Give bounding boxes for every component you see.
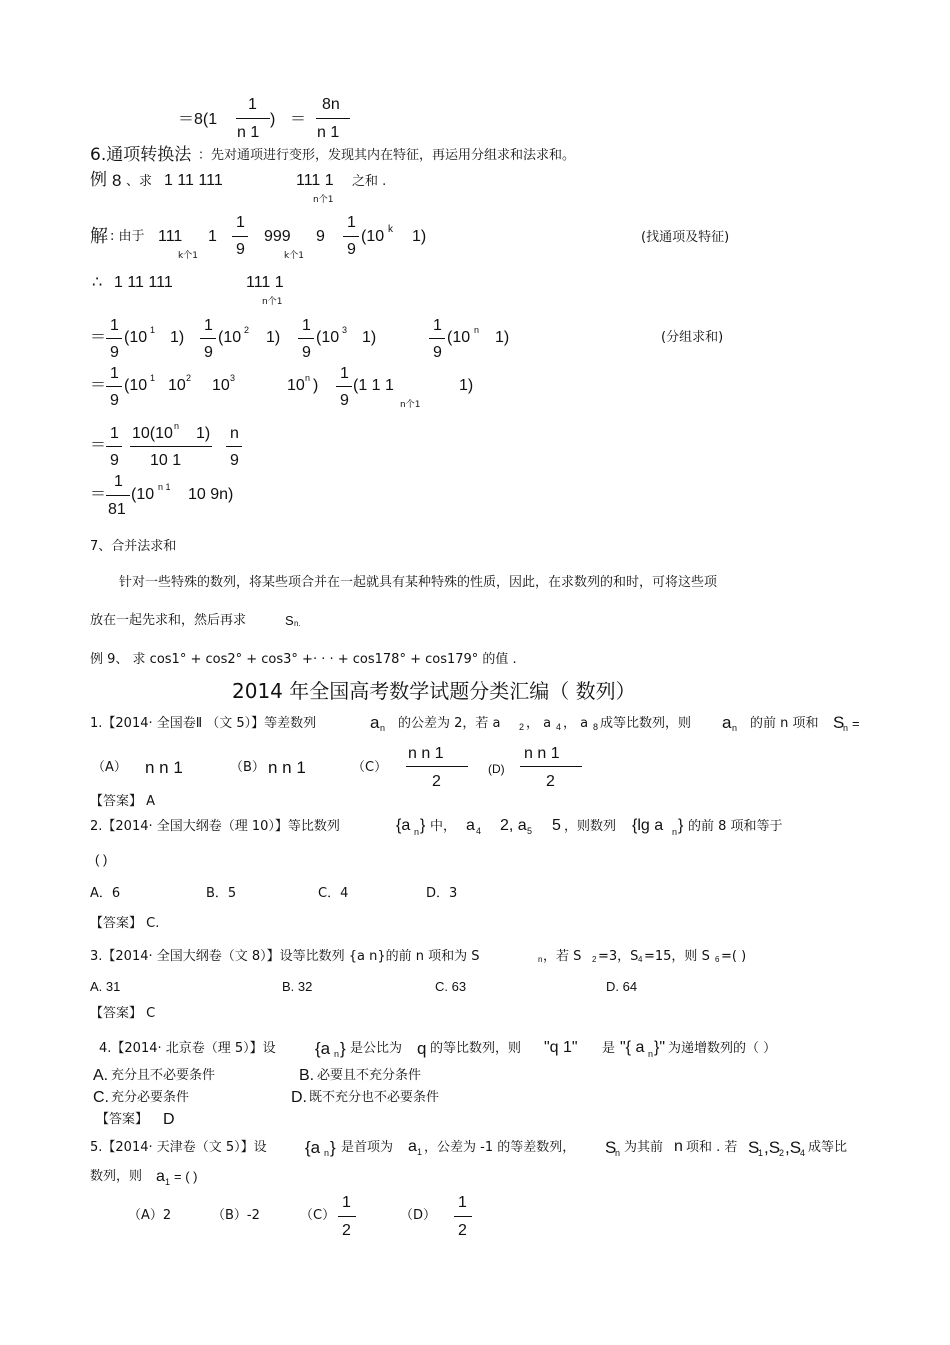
q3-rest: ，若 S [543,949,582,964]
sec7-snsub: n. [294,619,301,628]
q1-option-d-label[interactable]: (D) [488,762,505,776]
l5-d1: 9 [110,392,119,409]
l4-p2: (10 [218,329,242,346]
l6-bar1 [106,446,122,447]
l7-eq: ＝ [90,486,107,503]
q4-tail: 为递增数列的（ ） [668,1041,777,1056]
q4-set-close: } [340,1039,346,1058]
q2-answer: 【答案】 C. [90,916,160,931]
q1-option-c-num[interactable]: n n 1 [408,745,444,762]
sol-frac2-num: 1 [347,214,356,231]
frac-den: n 1 [237,124,260,141]
q1-c2: ， a [563,716,589,731]
q1-option-a-label[interactable]: （A） [92,760,127,775]
sol-frac2-den: 9 [347,241,356,258]
q5-option-c-label[interactable]: （C） [300,1208,336,1223]
l6-nr: 1) [196,425,211,442]
l5-p: (10 [124,377,148,394]
q5-set-sub: n [324,1148,330,1158]
q2-zh: 中， [430,819,457,834]
q1-option-d-den: 2 [546,773,555,790]
l4-p3: (10 [316,329,340,346]
sol-frac1-num: 1 [236,214,245,231]
l5-bar1 [106,386,122,387]
q4-mid: 是公比为 [350,1041,403,1056]
q1-an-sub: n [380,723,386,733]
l4-eq: ＝ [90,329,107,346]
q3-option-a[interactable]: A. 31 [90,979,121,994]
l4-r1: 1) [170,329,185,346]
l4-d4: 9 [433,344,442,361]
l4-e2: 2 [244,325,250,335]
l4-d3: 9 [302,344,311,361]
q2-a4-sub: 4 [476,826,482,836]
sol-999: 999 [264,228,291,245]
l5-t2: 10 [168,377,186,394]
l4-d2: 9 [204,344,213,361]
q3-r4: =15，则 S [644,949,710,964]
l6-n1: 1 [110,425,119,442]
l5-sub: n个1 [400,400,421,410]
q1-an: a [370,713,380,732]
q1-mid: 的公差为 2，若 a [398,716,501,731]
q2-paren: ( ) [95,852,108,867]
q2-tail: 的前 8 项和等于 [688,819,783,834]
q5-n: n [674,1138,683,1155]
l7-bar [106,495,130,496]
q4-cond2: "{ a [620,1039,645,1056]
q1-answer: 【答案】 A [90,794,156,809]
q5-option-c-num[interactable]: 1 [342,1194,351,1211]
q5-tail: 成等比 [808,1140,848,1155]
q2-stem: 2.【2014· 全国大纲卷（理 10）】等比数列 [90,819,340,834]
method6-desc: ：先对通项进行变形，发现其内在特征，再运用分组求和法求和。 [198,148,576,163]
frac-den-2: n 1 [317,124,340,141]
q1-sub2: 2 [519,722,525,732]
q2-val5: 5 [552,817,561,834]
q4-set-sub: n [334,1049,340,1059]
q5-S2-sub: 2 [779,1148,785,1158]
q3-option-c[interactable]: C. 63 [435,979,467,994]
l4-bar1 [106,338,122,339]
l7-rest: 10 9n) [188,486,234,503]
q5-option-c-den: 2 [342,1222,351,1239]
sol-label: 解 [90,226,108,247]
q5-set-close: } [330,1138,336,1157]
q1-option-d-num[interactable]: n n 1 [524,745,560,762]
q3-r6: =( ) [721,949,747,964]
sol-one: 1 [208,228,217,245]
sec7-title: 7、合并法求和 [90,539,177,554]
ex9-text: 例 9、 求 cos1° + cos2° + cos3° +· · · + cos178° + cos179° 的值 . [90,652,517,667]
q4-option-b[interactable]: 必要且不充分条件 [317,1068,422,1083]
method6-label: 6.通项转换法 [90,145,192,165]
q3-r2: =3，S [598,949,639,964]
frac-bar-2 [316,118,350,119]
l7-d1: 81 [108,501,126,518]
q4-answer: D [163,1111,175,1128]
q1-option-c-bar [406,766,468,767]
q5-stem: 5.【2014· 天津卷（文 5）】设 [90,1140,267,1155]
ex8-number: 8 [112,171,122,190]
l4-e1: 1 [150,325,156,335]
l4-p4: (10 [447,329,471,346]
l5-d2: 9 [340,392,349,409]
q4-set: {a [315,1039,331,1058]
q2-lg: {lg a [632,817,664,834]
q1-stem: 1.【2014· 全国卷Ⅱ （文 5）】等差数列 [90,716,317,731]
therefore-last: 111 1 [246,274,284,291]
l6-d1: 9 [110,452,119,469]
l5-close: ) [313,377,319,394]
l4-bar3 [298,338,314,339]
l5-n1: 1 [110,365,119,382]
l4-r3: 1) [362,329,377,346]
q5-a1-sub: 1 [417,1147,423,1157]
page-heading: 2014 年全国高考数学试题分类汇编（ 数列） [232,679,636,703]
q5-option-b[interactable]: （B）-2 [212,1208,260,1223]
q4-cond2-sub: n [648,1049,654,1059]
l5-e1: 1 [150,373,156,383]
sol-note: (找通项及特征) [641,230,730,245]
q5-S-sub: n [615,1148,621,1158]
q5-option-d-bar [454,1216,472,1217]
q3-s4-sub: 4 [638,955,643,964]
l4-n2: 1 [204,317,213,334]
q2-option-a[interactable]: A．6 [90,886,121,901]
q2-a5-sub: 5 [527,826,533,836]
q1-an2: a [722,713,732,732]
frac-num: 1 [248,96,257,113]
q3-stem: 3.【2014· 全国大纲卷（文 8）】设等比数列 {a n}的前 n 项和为 S [90,949,480,964]
sol-frac2-bar [343,236,359,237]
q4-option-b-letter[interactable]: B. [299,1067,315,1084]
q4-cond: "q 1" [544,1039,578,1056]
q5-mid4: 项和 . 若 [686,1140,738,1155]
q5-option-a[interactable]: （A）2 [128,1208,172,1223]
q5-option-d-num[interactable]: 1 [458,1194,467,1211]
q5-a1b-sub: 1 [165,1177,171,1187]
sol-10k: (10 [361,228,385,245]
q5-a1: a [408,1138,417,1155]
l4-n4: 1 [433,317,442,334]
q5-a1b: a [156,1168,165,1185]
therefore-terms: 1 11 111 [114,274,173,291]
q2-set-close: } [420,817,426,834]
q2-a4: a [466,817,475,834]
frac-bar [236,118,270,119]
l5-tn: 10 [287,377,305,394]
l4-n1: 1 [110,317,119,334]
l4-n3: 1 [302,317,311,334]
l6-bar2 [130,446,212,447]
ex8-ask: 、求 [126,174,153,189]
sol-nine: 9 [316,228,325,245]
sol-frac1-den: 9 [236,241,245,258]
l7-p: (10 [131,486,155,503]
l4-e3: 3 [342,325,348,335]
q4-answer-label: 【答案】 [96,1112,149,1127]
l4-d1: 9 [110,344,119,361]
q5-mid2: ，公差为 -1 的等差数列， [424,1140,576,1155]
q2-val: 2, a [500,817,527,834]
ex8-sub: n个1 [313,195,334,205]
q4-option-a[interactable]: 充分且不必要条件 [111,1068,216,1083]
sec7-p2: 放在一起先求和，然后再求 [90,613,247,628]
l4-note: (分组求和) [661,330,724,345]
q4-is: 是 [602,1041,616,1056]
l4-r2: 1) [266,329,281,346]
q4-option-c-letter[interactable]: C. [93,1089,109,1106]
q5-eq-paren: = ( ) [174,1169,198,1184]
l5-bar2 [336,386,352,387]
q4-option-d-letter[interactable]: D. [291,1089,307,1106]
q1-eq: = [852,716,860,731]
sol-m1: 1) [412,228,427,245]
q5-option-c-bar [338,1216,356,1217]
paren-close: ) [270,111,276,128]
sol-k-exp: k [388,224,393,235]
q1-option-c-label[interactable]: （C） [352,760,388,775]
l5-ones: (1 1 1 [353,377,394,394]
q2-lg-sub: n [672,827,678,837]
q4-cond2-close: }" [654,1039,666,1056]
q2-lg-close: } [678,817,684,834]
ex8-last: 111 1 [296,172,334,189]
q1-option-b[interactable]: n n 1 [268,758,306,777]
sol-frac1-bar [232,236,248,237]
q4-mid2: 的等比数列，则 [430,1041,522,1056]
q5-S: S [605,1138,617,1157]
q1-option-d-bar [520,766,582,767]
q1-sub8: 8 [593,722,599,732]
sol-sub-k2: k个1 [284,251,304,261]
q1-sub4: 4 [556,722,562,732]
q2-set: {a [396,817,411,834]
ex8-tail: 之和 . [352,174,387,189]
l6-eq: ＝ [90,437,107,454]
q2-option-d[interactable]: D．3 [426,886,458,901]
l7-n1: 1 [114,473,123,490]
q2-option-c[interactable]: C．4 [318,886,349,901]
q5-mid3: 为其前 [624,1140,664,1155]
q3-answer: 【答案】 C [90,1006,156,1021]
therefore-sub: n个1 [262,297,283,307]
l5-e2: 2 [186,373,192,383]
q3-option-b[interactable]: B. 32 [282,979,313,994]
q4-option-d[interactable]: 既不充分也不必要条件 [309,1090,440,1105]
q2-mid: ，则数列 [564,819,617,834]
q5-option-d-den: 2 [458,1222,467,1239]
l4-bar4 [429,338,445,339]
l6-n2: n [230,425,239,442]
q5-mid: 是首项为 [341,1140,394,1155]
q4-option-c[interactable]: 充分必要条件 [111,1090,190,1105]
l5-e3: 3 [230,373,236,383]
ex8-terms: 1 11 111 [164,172,223,189]
therefore-sign: ∴ [92,274,103,291]
l5-n2: 1 [340,365,349,382]
q1-c3: 成等比数列，则 [600,716,692,731]
eq-sign: ＝ [290,111,307,128]
l5-r: 1) [459,377,474,394]
q5-set: {a [305,1138,321,1157]
ex8-label: 例 [90,170,107,190]
q5-S1: S [748,1138,760,1157]
l5-en: n [305,373,311,383]
q3-option-d[interactable]: D. 64 [606,979,638,994]
q5-S4-sub: 4 [800,1148,806,1158]
l5-t3: 10 [212,377,230,394]
q1-S: S [833,713,845,732]
q4-stem: 4.【2014· 北京卷（理 5）】设 [99,1041,276,1056]
q3-s2-sub: 2 [592,955,597,964]
q5-option-d-label[interactable]: （D） [400,1208,437,1223]
q1-option-b-label[interactable]: （B） [230,760,265,775]
q1-c4: 的前 n 项和 [750,716,819,731]
l4-e4: n [474,325,480,335]
l6-num: 10(10 [132,425,173,442]
sec7-sn: S [285,613,294,628]
q1-option-a[interactable]: n n 1 [145,758,183,777]
sol-by: : 由于 [110,229,145,244]
sol-sub-k: k个1 [178,251,198,261]
q5-S1-sub: 1 [758,1148,764,1158]
q2-option-b[interactable]: B．5 [206,886,237,901]
l7-e: n 1 [158,482,171,492]
l4-p1: (10 [124,329,148,346]
q4-option-a-letter[interactable]: A. [93,1067,109,1084]
q5-line2: 数列，则 [90,1169,143,1184]
q1-option-c-den: 2 [432,773,441,790]
l6-bar3 [226,446,242,447]
q3-s6-sub: 6 [715,955,720,964]
q3-sn-sub: n [538,955,543,964]
q1-an2-sub: n [732,723,738,733]
l4-r4: 1) [495,329,510,346]
l6-d2: 9 [230,452,239,469]
q4-q: q [417,1039,427,1058]
q1-S-sub: n [843,723,849,733]
l5-eq: ＝ [90,377,107,394]
q2-set-sub: n [414,827,420,837]
q5-S4: ,S [785,1138,802,1157]
l4-bar2 [200,338,216,339]
l6-ne: n [174,421,180,431]
q1-c1: ， a [526,716,552,731]
frac-num-8n: 8n [322,96,340,113]
l6-den: 10 1 [150,452,182,469]
sec7-p1: 针对一些特殊的数列，将某些项合并在一起就具有某种特殊的性质，因此，在求数列的和时，可将这些项 [119,575,718,590]
sol-111: 111 [158,228,183,245]
eq-prefix: ＝8(1 [178,111,218,128]
q5-S2: ,S [764,1138,781,1157]
